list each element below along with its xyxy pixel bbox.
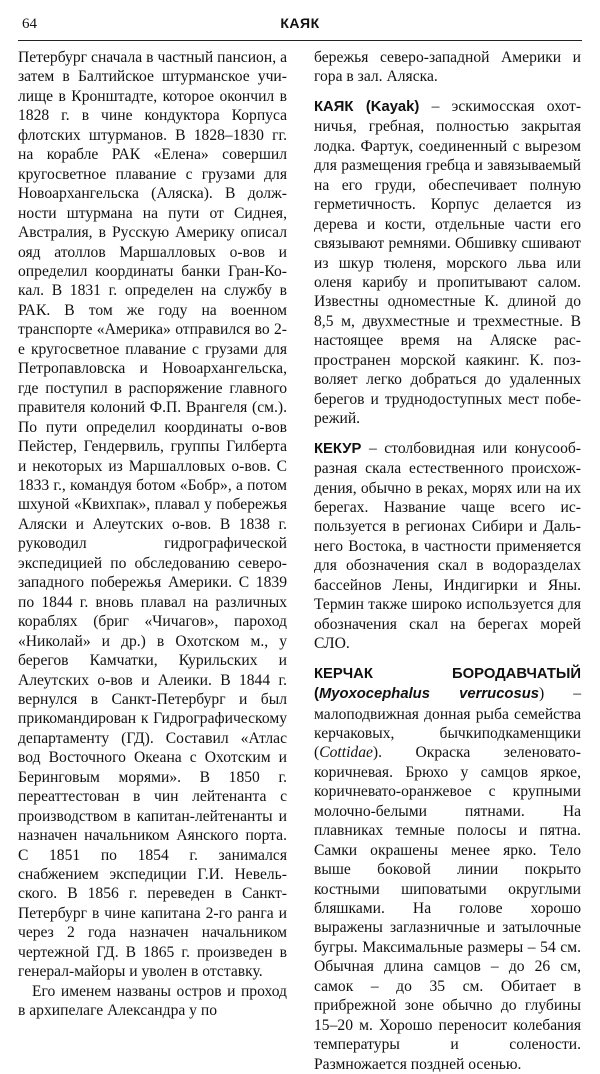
page-header (18, 12, 582, 41)
latin-family-cottidae: Cottidae (319, 744, 373, 762)
entry-kayak (314, 97, 581, 429)
kerchak-definition-2: ). Окраска зеленовато-коричневая. Брюхо у самцов яркое, коричневато-оранжевое с крупными молочно-белыми пятнами. На плавниках темные полосы и пятна. Самки окрашены менее ярко. Тело выше боковой линии покрыто костными шиповатыми округлыми бляшками. На голове хорошо выражены заглазничные и затылочные бугры. Максимальные размеры – 54 см. Обычная длина самцов – до 26 см, самок – до 35 см. Обитает в прибрежной зоне обычно до глубины 15–20 м. Хорошо переносит колебания температуры и солености. Размножается поздней осенью. (314, 744, 581, 1073)
headword-kekur: КЕКУР (314, 440, 362, 457)
kekur-definition: – столбовидная или конусообразная скала естественного происхождения, обычно в реках, морях или на их берегах. Название чаще всего используется в регионах Сибири и Дальнего Востока, в частности применяется для обозначения скал в водоразделах бассейнов Лены, Индигирки и Яны. Термин также широко используется для обозначения скал на берегах морей СЛО. (314, 439, 581, 653)
headword-open-paren: ( (314, 686, 319, 703)
entry-continuation-end: бережья северо-западной Америки и гора в зал. Аляска. (314, 49, 581, 86)
headword-kayak: КАЯК (Kayak) (314, 98, 420, 115)
text-columns (0, 48, 600, 1073)
entry-kerchak (314, 664, 581, 1074)
page-number: 64 (22, 16, 37, 32)
running-head: КАЯК (280, 15, 320, 31)
kerchak-definition-1: ) – малоподвижная донная рыба семейства керчаковых, бычкиподкаменщики ( (314, 685, 581, 762)
kayak-definition: – эскимосская охотничья, гребная, полностью закрытая лодка. Фартук, соединенный с вырезом для размещения гребца и завязываемый на его груди, обеспечивает полную герметичность. Корпус делается из дерева и кости, отдельные части его связывают ремнями. Обшивку сшивают из шкур тюленя, морского льва или оленя карибу и пропитывают салом. Известны одноместные К. длиной до 8,5 м, двухместные и трехместные. В настоящее время на Аляске распространен морской каякинг. К. позволяет легко добраться до удаленных берегов и труднодоступных мест побережий. (314, 97, 582, 428)
headword-kerchak: КЕРЧАК БОРОДАВЧАТЫЙ (314, 665, 581, 682)
latin-name-kerchak: Myoxocephalus verrucosus (318, 686, 539, 703)
entry-kekur (314, 439, 581, 654)
right-column (314, 48, 581, 1074)
left-column (18, 48, 287, 1021)
naming-paragraph: Его именем названы остров и проход в архипелаге Александра у по (18, 982, 287, 1020)
entry-continuation: Петербург сначала в частный пансион, а затем в Балтийское штурманское училище в Кронштадте, которое окончил в 1828 г. в чине кондуктора Корпуса флотских штурманов. В 1828–1830 гг. на корабле РАК «Елена» совершил кругосветное плавание с грузами для Новоархангельска (Аляска). В должности штурмана на пути от Сиднея, Австралия, в Русскую Америку описал ояд атоллов Маршалловых о-вов и определил координаты банки Гран-Кокал. В 1831 г. определен на службу в РАК. В том же году на военном транспорте «Америка» отправился во 2-е кругосветное плавание с грузами для Петропавловска и Новоархангельска, где поступил в распоряжение главного правителя колоний Ф.П. Врангеля (см.). По пути определил координаты о-вов Пейстер, Гендервиль, группы Гилберта и некоторых из Маршалловых о-вов. С 1833 г., командуя ботом «Бобр», а потом шхуной «Квихпак», плавал у побережья Аляски и Алеутских о-вов. В 1838 г. руководил гидрографической экспедицией по обследованию северо-западного побережья Америки. С 1839 по 1844 г. вновь плавал на различных кораблях (бриг «Чичагов», пароход «Николай» и др.) в Охотском м., у берегов Камчатки, Курильских и Алеутских о-вов и Алеики. В 1844 г. вернулся в Санкт-Петербург и был прикомандирован к Гидрографическому департаменту (ГД). Составил «Атлас вод Восточного Океана с Охотским и Беринговым морями». В 1850 г. переаттестован в чин лейтенанта с производством в капитан-лейтенанты и назначен начальником Аянского порта. С 1851 по 1854 г. занимался снабжением экспедиции Г.И. Невельского. В 1856 г. переведен в Санкт-Петербург в чине капитана 2-го ранга и через 2 года назначен начальником чертежной ГД. В 1865 г. произведен в генерал-майоры и уволен в отставку. (18, 49, 287, 981)
